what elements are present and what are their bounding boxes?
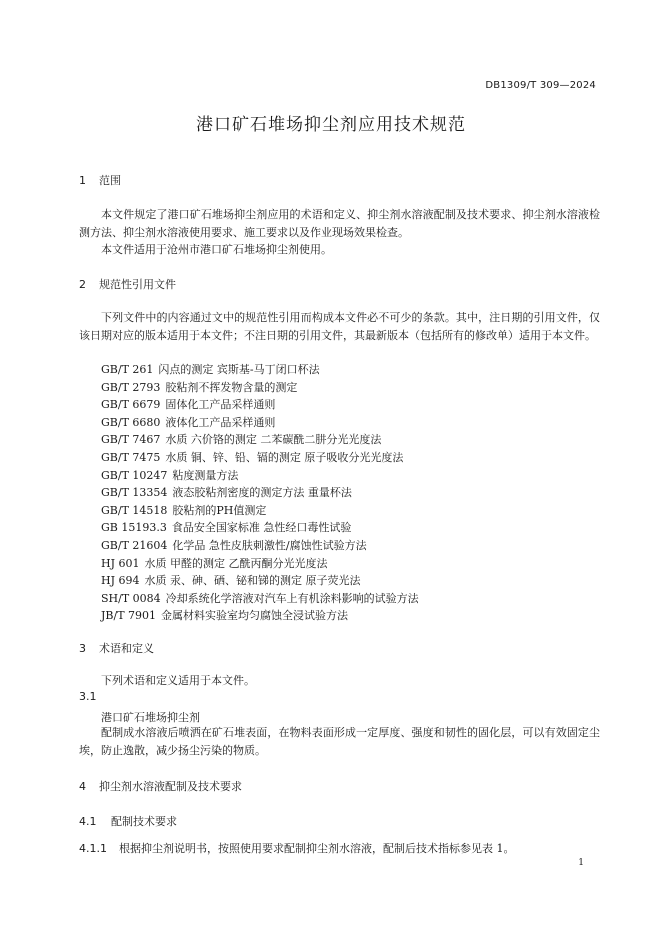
subsection-4-1-heading: [79, 813, 177, 829]
section-title: 范围: [99, 174, 121, 187]
document-title: 港口矿石堆场抑尘剂应用技术规范: [196, 115, 466, 135]
section-number: 1: [79, 174, 86, 187]
section-number: 4: [79, 780, 86, 793]
clause-text: 根据抑尘剂说明书，按照使用要求配制抑尘剂水溶液，配制后技术指标参见表 1。: [119, 842, 515, 855]
reference-title: 水质 六价铬的测定 二苯碳酰二肼分光光度法: [165, 433, 382, 447]
reference-title: 水质 铜、锌、铅、镉的测定 原子吸收分光光度法: [165, 450, 404, 464]
reference-title: 胶粘剂不挥发物含量的测定: [165, 380, 298, 394]
section-1-heading: [79, 172, 121, 188]
reference-code: SH/T 0084: [101, 591, 161, 605]
subsection-number: 4.1: [79, 815, 97, 828]
reference-title: 液体化工产品采样通则: [165, 415, 276, 429]
reference-title: 食品安全国家标准 急性经口毒性试验: [171, 521, 352, 535]
section-title: 术语和定义: [99, 642, 154, 655]
reference-code: GB/T 14518: [101, 503, 168, 517]
reference-item: [101, 361, 419, 379]
reference-item: [101, 414, 419, 432]
terms-intro-paragraph: 下列术语和定义适用于本文件。: [101, 674, 255, 687]
scope-paragraph: 本文件规定了港口矿石堆场抑尘剂应用的术语和定义、抑尘剂水溶液配制及技术要求、抑尘剂水溶液检测方法、抑尘剂水溶液使用要求、施工要求以及作业现场效果检查。: [79, 208, 600, 239]
reference-code: HJ 694: [101, 574, 140, 588]
reference-item: [101, 379, 419, 397]
reference-item: [101, 590, 419, 608]
reference-title: 水质 甲醛的测定 乙酰丙酮分光光度法: [144, 556, 328, 570]
reference-code: JB/T 7901: [101, 609, 157, 623]
reference-title: 胶粘剂的PH值测定: [172, 503, 267, 517]
term-definition: 配制成水溶液后喷洒在矿石堆表面，在物料表面形成一定厚度、强度和韧性的固化层，可以有效固定尘埃，防止逸散，减少扬尘污染的物质。: [79, 726, 600, 757]
reference-item: [101, 449, 419, 467]
reference-title: 金属材料实验室均匀腐蚀全浸试验方法: [161, 609, 349, 623]
reference-code: GB/T 6680: [101, 415, 161, 429]
term-name: 港口矿石堆场抑尘剂: [101, 711, 200, 724]
section-number: 3: [79, 642, 86, 655]
reference-item: [101, 519, 419, 537]
reference-title: 固体化工产品采样通则: [165, 398, 276, 412]
reference-item: [101, 431, 419, 449]
reference-item: [101, 502, 419, 520]
reference-item: [101, 572, 419, 590]
reference-title: 液态胶粘剂密度的测定方法 重量杯法: [172, 486, 352, 500]
reference-item: [101, 396, 419, 414]
reference-code: GB/T 2793: [101, 380, 161, 394]
reference-code: GB/T 10247: [101, 468, 168, 482]
reference-title: 闪点的测定 宾斯基-马丁闭口杯法: [158, 363, 320, 376]
reference-item: [101, 555, 419, 573]
applicability-paragraph: 本文件适用于沧州市港口矿石堆场抑尘剂使用。: [101, 243, 332, 256]
reference-code: GB/T 13354: [101, 486, 168, 500]
reference-code: HJ 601: [101, 556, 140, 570]
section-4-heading: [79, 778, 242, 794]
references-intro-paragraph: 下列文件中的内容通过文中的规范性引用而构成本文件必不可少的条款。其中，注日期的引用文件，仅该日期对应的版本适用于本文件；不注日期的引用文件，其最新版本（包括所有的修改单）适用于本文件。: [79, 311, 600, 342]
reference-title: 冷却系统化学溶液对汽车上有机涂料影响的试验方法: [165, 591, 419, 605]
reference-title: 化学品 急性皮肤刺激性/腐蚀性试验方法: [172, 538, 367, 552]
reference-code: GB/T 261: [101, 363, 154, 376]
section-2-heading: [79, 276, 176, 292]
reference-code: GB/T 7475: [101, 450, 161, 464]
section-title: 抑尘剂水溶液配制及技术要求: [99, 780, 242, 793]
section-title: 规范性引用文件: [99, 278, 176, 291]
section-number: 2: [79, 278, 86, 291]
normative-references-list: [101, 361, 419, 625]
reference-code: GB 15193.3: [101, 521, 167, 535]
reference-code: GB/T 7467: [101, 433, 161, 447]
subsection-title: 配制技术要求: [111, 815, 177, 828]
reference-title: 水质 汞、砷、硒、铋和锑的测定 原子荧光法: [144, 574, 361, 588]
clause-4-1-1: [79, 840, 600, 856]
section-3-heading: [79, 640, 154, 656]
reference-item: [101, 607, 419, 625]
reference-title: 粘度测量方法: [172, 468, 239, 482]
reference-item: [101, 467, 419, 485]
reference-item: [101, 537, 419, 555]
reference-code: GB/T 6679: [101, 398, 161, 412]
clause-number: 4.1.1: [79, 842, 107, 855]
standard-code: DB1309/T 309—2024: [485, 80, 596, 91]
reference-code: GB/T 21604: [101, 538, 168, 552]
page-number: 1: [578, 858, 584, 868]
reference-item: [101, 484, 419, 502]
term-number: 3.1: [79, 690, 97, 703]
